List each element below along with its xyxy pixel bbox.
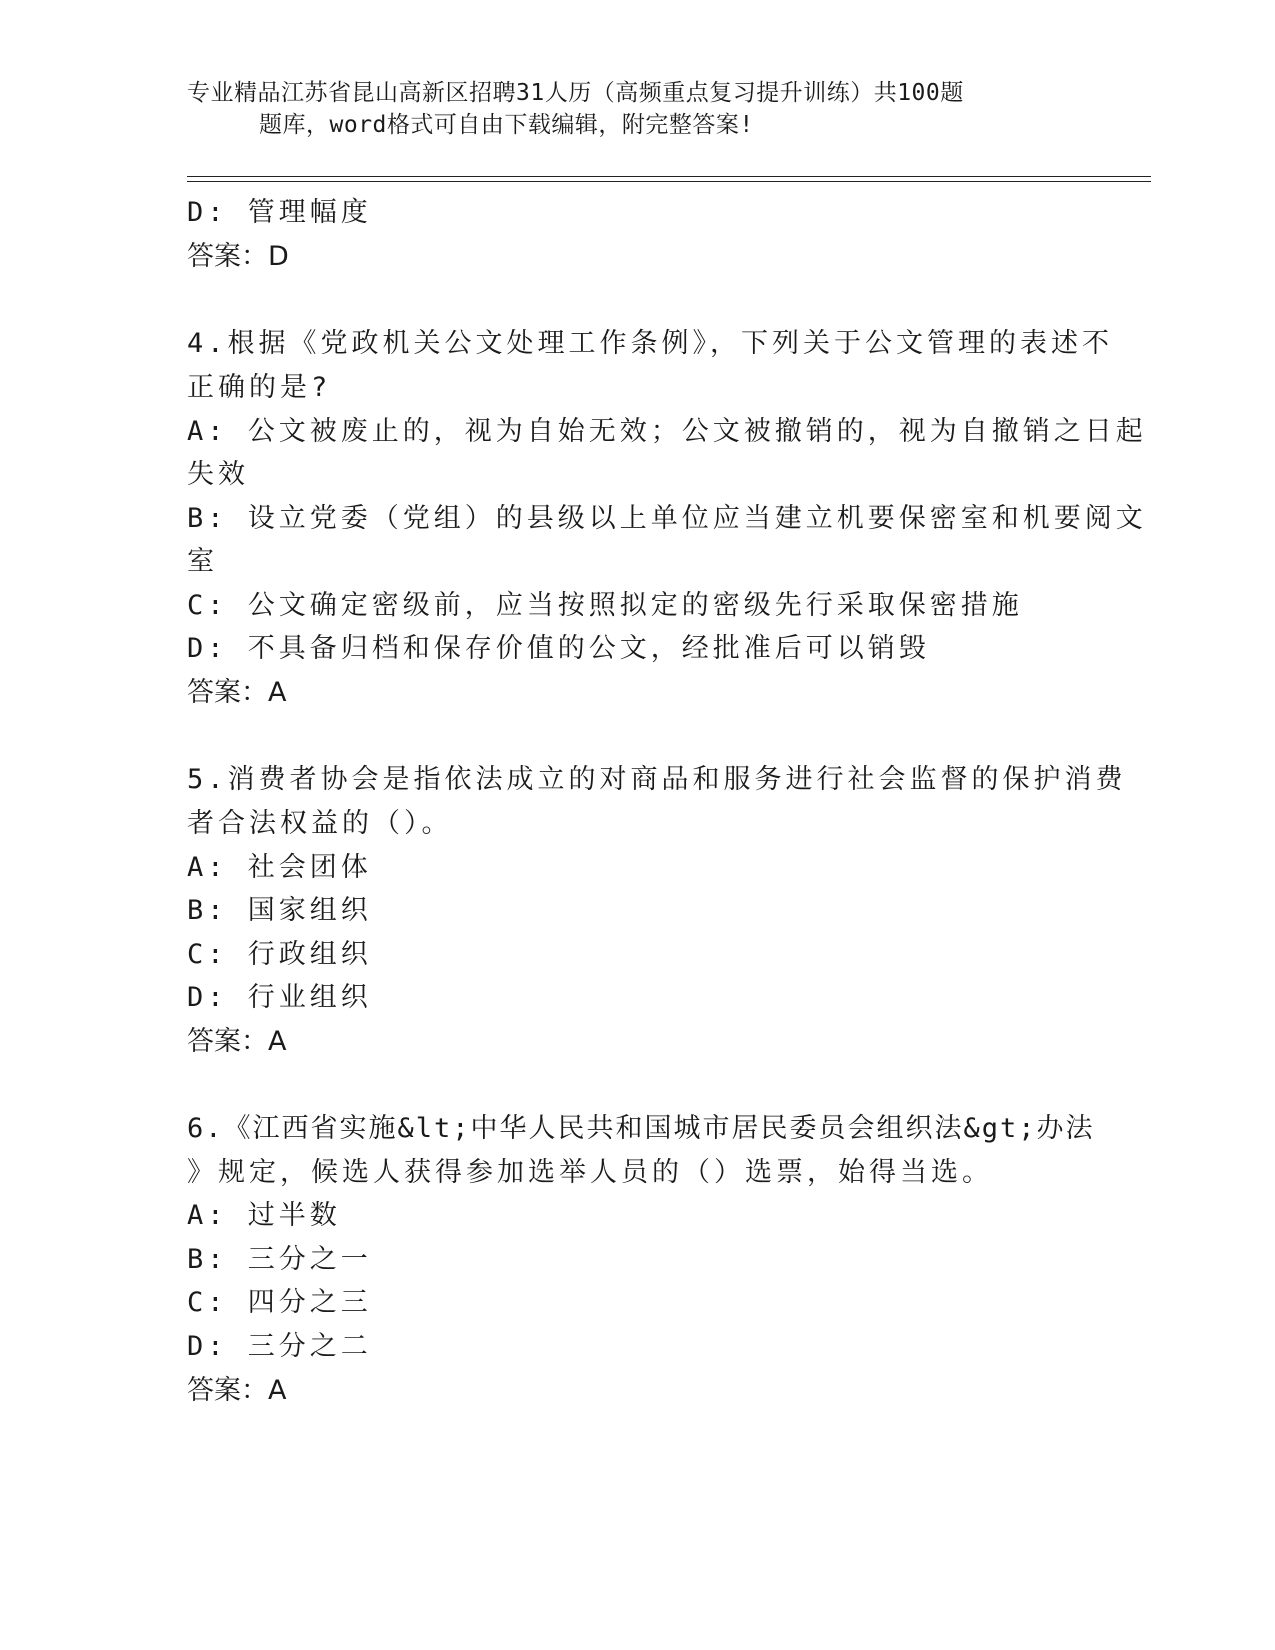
header-title-line1: 专业精品江苏省昆山高新区招聘31人历（高频重点复习提升训练）共100题: [187, 80, 964, 106]
q6-option-d: D: 三分之二: [187, 1331, 372, 1362]
q6-option-a: A: 过半数: [187, 1200, 341, 1231]
q5-option-c: C: 行政组织: [187, 939, 372, 970]
q5-stem-line2: 者合法权益的（）。: [187, 808, 453, 839]
q5-stem-line1: 5.消费者协会是指依法成立的对商品和服务进行社会监督的保护消费: [187, 764, 1127, 795]
q6-option-c: C: 四分之三: [187, 1287, 372, 1318]
q4-option-a-line1: A: 公文被废止的，视为自始无效；公文被撤销的，视为自撤销之日起: [187, 416, 1147, 447]
q4-answer: 答案：A: [187, 677, 287, 708]
q4-option-d: D: 不具备归档和保存价值的公文，经批准后可以销毁: [187, 633, 930, 664]
q4-option-b-line1: B: 设立党委（党组）的县级以上单位应当建立机要保密室和机要阅文: [187, 503, 1147, 534]
q4-option-b-line2: 室: [187, 546, 218, 577]
q4-stem-line1: 4.根据《党政机关公文处理工作条例》，下列关于公文管理的表述不: [187, 328, 1114, 359]
q5-answer: 答案：A: [187, 1026, 287, 1057]
q5-option-d: D: 行业组织: [187, 982, 372, 1013]
q4-option-c: C: 公文确定密级前，应当按照拟定的密级先行采取保密措施: [187, 590, 1023, 621]
header-rule-top: [187, 176, 1151, 177]
q5-option-b: B: 国家组织: [187, 895, 372, 926]
q4-stem-line2: 正确的是?: [187, 372, 332, 403]
q3-answer: 答案：D: [187, 241, 289, 272]
q4-option-a-line2: 失效: [187, 459, 249, 490]
header-title-line2: 题库，word格式可自由下载编辑，附完整答案!: [259, 112, 754, 138]
header-rule-bottom: [187, 181, 1151, 182]
q6-stem-line2: 》规定，候选人获得参加选举人员的（）选票，始得当选。: [187, 1157, 993, 1188]
q6-answer: 答案：A: [187, 1375, 287, 1406]
q3-option-d: D: 管理幅度: [187, 197, 372, 228]
q6-stem-line1: 6.《江西省实施&lt;中华人民共和国城市居民委员会组织法&gt;办法: [187, 1113, 1095, 1144]
q5-option-a: A: 社会团体: [187, 852, 372, 883]
q6-option-b: B: 三分之一: [187, 1244, 372, 1275]
